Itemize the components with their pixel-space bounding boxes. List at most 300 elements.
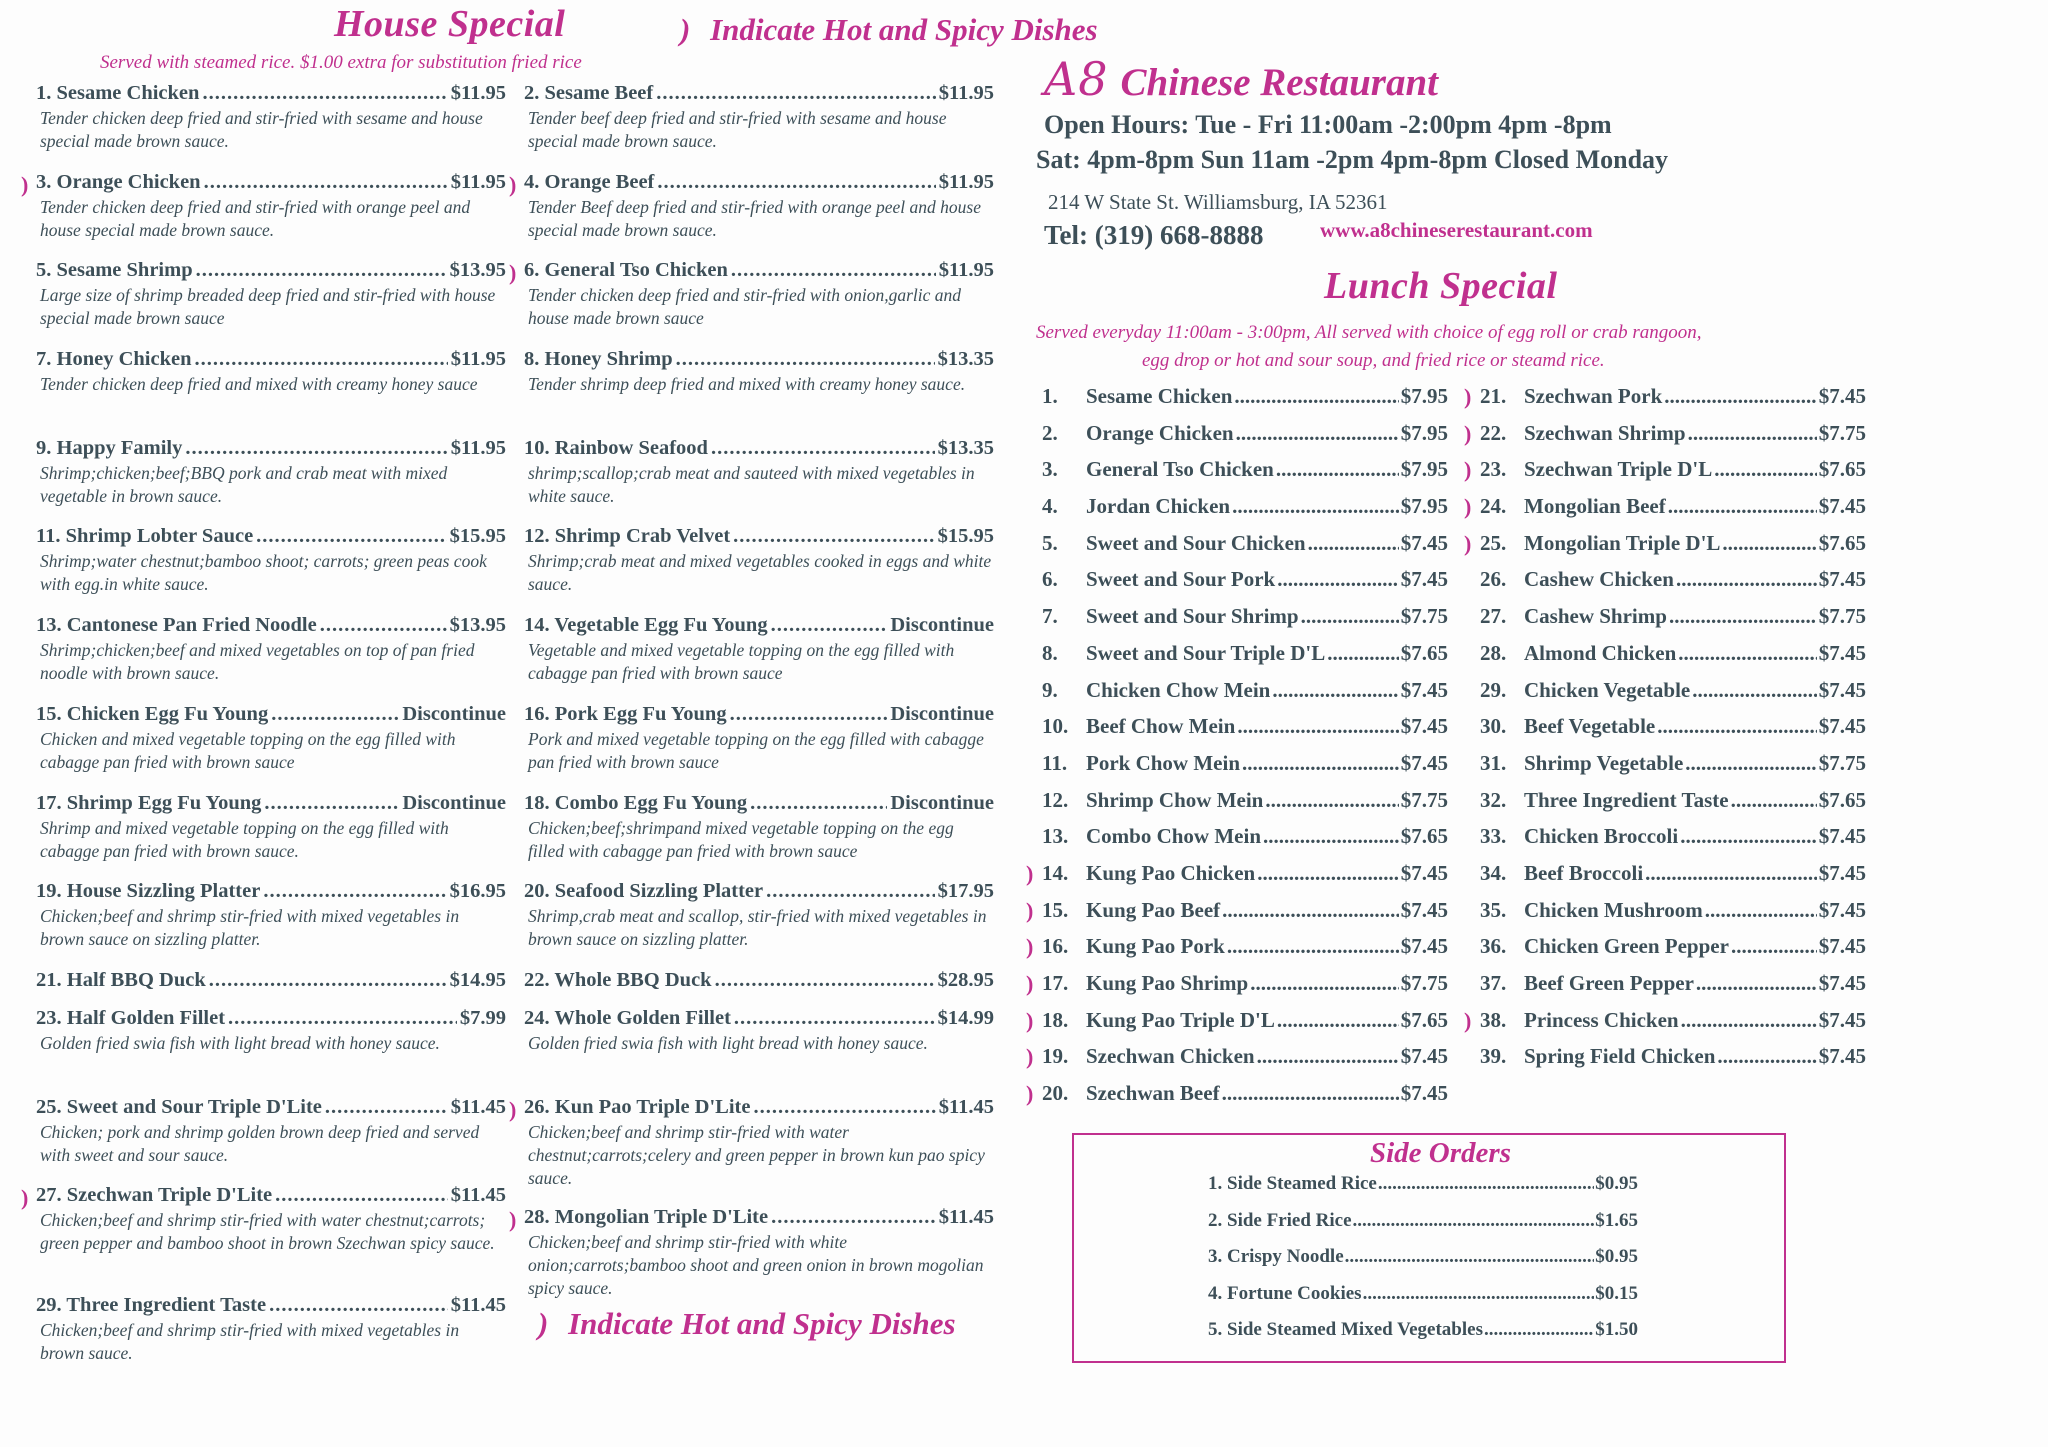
menu-item-line — [524, 880, 994, 903]
menu-item — [524, 703, 994, 792]
lunch-item — [1042, 678, 1448, 715]
restaurant-phone: Tel: (319) 668-8888 — [1044, 220, 1264, 250]
spicy-legend-bottom — [538, 1306, 956, 1342]
side-order-name: 3. Crispy Noodle — [1208, 1246, 1344, 1267]
leader-dots — [1272, 678, 1398, 703]
lunch-item-name: Cashew Shrimp — [1524, 604, 1667, 629]
menu-item — [509, 259, 994, 348]
menu-item-price: $11.45 — [450, 1294, 506, 1317]
lunch-item-number: 6. — [1042, 567, 1058, 592]
lunch-item — [1026, 1044, 1448, 1081]
menu-item-price: $15.95 — [937, 525, 994, 548]
menu-item — [21, 1184, 506, 1294]
menu-item-description: Shrimp;chicken;beef and mixed vegetables on top of pan fried noodle with brown sauce. — [40, 640, 475, 684]
menu-item-line — [21, 1184, 506, 1211]
menu-item-description: Shrimp,crab meat and scallop, stir-fried with mixed vegetables in brown sauce on sizzling platter. — [528, 906, 987, 950]
leader-dots — [1234, 384, 1398, 409]
lunch-item-number: 30. — [1480, 714, 1507, 739]
lunch-item-name: Szechwan Triple D'L — [1524, 457, 1713, 482]
leader-dots — [1277, 567, 1399, 592]
spicy-pepper-icon: ) — [680, 12, 691, 47]
menu-item-name: 25. Sweet and Sour Triple D'Lite — [36, 1095, 322, 1118]
lunch-item-name: Mongolian Beef — [1524, 494, 1666, 519]
leader-dots — [1692, 678, 1816, 703]
lunch-item-number: 31. — [1480, 750, 1507, 775]
menu-item-price: $15.95 — [449, 525, 506, 548]
lunch-item — [1042, 531, 1448, 568]
lunch-item-name: General Tso Chicken — [1086, 457, 1274, 482]
leader-dots — [733, 525, 934, 548]
lunch-item — [1464, 1007, 1866, 1045]
menu-item-line — [36, 1294, 506, 1317]
lunch-item-price: $7.65 — [1400, 1007, 1448, 1032]
house-special-title: House Special — [334, 3, 566, 45]
leader-dots — [1327, 641, 1399, 666]
house-special-left-column — [21, 82, 506, 1383]
menu-item-name: 9. Happy Family — [36, 436, 183, 459]
menu-item-line — [524, 82, 994, 105]
lunch-item — [1464, 530, 1866, 568]
menu-item-name: 10. Rainbow Seafood — [524, 436, 708, 459]
leader-dots — [657, 171, 935, 194]
lunch-item-price: $7.45 — [1400, 714, 1448, 739]
menu-item-description: Chicken and mixed vegetable topping on the egg filled with cabagge pan fried with brown sauce — [40, 728, 456, 772]
leader-dots — [753, 1096, 935, 1119]
spicy-legend-top — [680, 12, 1098, 48]
leader-dots — [1257, 861, 1399, 886]
leader-dots — [264, 792, 399, 815]
lunch-item — [1480, 1044, 1866, 1081]
hours-weekday: Open Hours: Tue - Fri 11:00am -2:00pm 4pm -8pm — [1044, 110, 1612, 139]
leader-dots — [185, 437, 447, 460]
side-order-item — [1208, 1210, 1638, 1247]
leader-dots — [194, 348, 447, 371]
menu-item-name: 19. House Sizzling Platter — [36, 880, 261, 903]
leader-dots — [1363, 1283, 1595, 1305]
menu-item-description: Tender shrimp deep fried and mixed with creamy honey sauce. — [528, 374, 966, 395]
menu-item — [36, 259, 506, 348]
lunch-right-column — [1464, 384, 1866, 1081]
leader-dots — [1722, 531, 1816, 556]
menu-item-price: $11.95 — [938, 259, 994, 282]
side-orders-list — [1208, 1173, 1638, 1356]
spicy-pepper-icon: ) — [1464, 420, 1472, 446]
menu-item-line — [36, 1096, 506, 1119]
spicy-pepper-icon: ) — [1026, 1007, 1034, 1033]
lunch-item-price: $7.45 — [1400, 750, 1448, 775]
lunch-item-price: $7.45 — [1818, 677, 1866, 702]
menu-item — [36, 1007, 506, 1096]
lunch-item-number: 23. — [1480, 457, 1507, 482]
leader-dots — [263, 880, 446, 903]
menu-item-name: 28. Mongolian Triple D'Lite — [524, 1205, 769, 1228]
side-order-item — [1208, 1319, 1638, 1356]
lunch-item — [1480, 898, 1866, 935]
lunch-item-price: $7.45 — [1818, 640, 1866, 665]
menu-item — [509, 1095, 994, 1206]
spicy-pepper-icon: ) — [1026, 860, 1034, 886]
leader-dots — [1731, 788, 1817, 813]
menu-item-name: 23. Half Golden Fillet — [36, 1006, 226, 1029]
menu-item — [36, 880, 506, 969]
spicy-pepper-icon: ) — [1026, 1081, 1034, 1107]
lunch-item — [1026, 1007, 1448, 1045]
lunch-item-name: Beef Chow Mein — [1086, 714, 1236, 739]
lunch-item-number: 12. — [1042, 787, 1069, 812]
leader-dots — [711, 437, 935, 460]
lunch-item-number: 15. — [1042, 897, 1069, 922]
lunch-item-number: 13. — [1042, 824, 1069, 849]
leader-dots — [209, 969, 447, 992]
menu-item-name: 18. Combo Egg Fu Young — [524, 791, 748, 814]
lunch-item-number: 34. — [1480, 860, 1507, 885]
leader-dots — [271, 703, 399, 726]
lunch-item-name: Jordan Chicken — [1086, 494, 1231, 519]
leader-dots — [1705, 898, 1817, 923]
leader-dots — [1308, 531, 1399, 556]
lunch-item-price: $7.45 — [1400, 677, 1448, 702]
menu-item-name: 2. Sesame Beef — [524, 82, 654, 104]
menu-item-name: 6. General Tso Chicken — [524, 259, 728, 282]
lunch-item-price: $7.65 — [1818, 530, 1866, 555]
restaurant-name: Chinese Restaurant — [1120, 61, 1439, 104]
menu-item-description: Tender Beef deep fried and stir-fried with orange peel and house special made brown sauce. — [528, 196, 981, 240]
lunch-item — [1042, 421, 1448, 458]
side-order-item — [1208, 1173, 1638, 1210]
lunch-item-number: 5. — [1042, 530, 1058, 555]
lunch-item-number: 16. — [1042, 934, 1069, 959]
menu-item-price: $13.35 — [937, 436, 994, 459]
lunch-item-number: 14. — [1042, 860, 1069, 885]
menu-item-description: Chicken;beef and shrimp stir-fried with white onion;carrots;bamboo shoot and green onion in brown mogolian spicy sauce. — [528, 1231, 984, 1298]
lunch-note-line2: egg drop or hot and sour soup, and fried rice or steamd rice. — [1142, 350, 1605, 371]
menu-item-name: 4. Orange Beef — [524, 170, 655, 193]
lunch-item-number: 20. — [1042, 1081, 1069, 1106]
lunch-item — [1464, 384, 1866, 421]
spicy-pepper-icon: ) — [1464, 384, 1472, 409]
leader-dots — [1277, 1008, 1399, 1033]
lunch-item-name: Beef Broccoli — [1524, 860, 1644, 885]
lunch-item-price: $7.45 — [1818, 860, 1866, 885]
spicy-pepper-icon: ) — [1464, 457, 1472, 483]
leader-dots — [1345, 1246, 1595, 1268]
menu-item-price: $17.95 — [937, 880, 994, 903]
menu-item-description: Chicken; pork and shrimp golden brown deep fried and served with sweet and sour sauce. — [40, 1121, 480, 1165]
lunch-item-number: 29. — [1480, 677, 1507, 702]
menu-item-line — [524, 1007, 994, 1030]
menu-item-description: Tender chicken deep fried and stir-fried with onion,garlic and house made brown sauce — [528, 285, 962, 329]
menu-item-line — [509, 1095, 994, 1122]
spicy-pepper-icon: ) — [509, 1096, 517, 1122]
leader-dots — [1378, 1173, 1594, 1195]
leader-dots — [1678, 641, 1816, 666]
leader-dots — [1353, 1210, 1595, 1232]
menu-item — [524, 348, 994, 437]
leader-dots — [1265, 788, 1398, 813]
leader-dots — [1301, 604, 1399, 629]
leader-dots — [1276, 457, 1399, 482]
menu-item-price: $11.95 — [938, 170, 994, 193]
leader-dots — [1680, 824, 1817, 849]
lunch-item-price: $7.95 — [1400, 457, 1448, 482]
spicy-pepper-icon: ) — [1464, 494, 1472, 520]
lunch-item-price: $7.45 — [1818, 1044, 1866, 1069]
menu-item-description: Chicken;beef and shrimp stir-fried with water chestnut;carrots;celery and green pepper in brown kun pao spicy sauce. — [528, 1121, 985, 1188]
menu-item-name: 3. Orange Chicken — [36, 170, 201, 193]
lunch-item — [1042, 641, 1448, 678]
menu-item — [524, 880, 994, 969]
lunch-item-name: Chicken Green Pepper — [1524, 934, 1729, 959]
lunch-item-name: Sesame Chicken — [1086, 384, 1233, 408]
menu-item-description: Shrimp;chicken;beef;BBQ pork and crab meat with mixed vegetable in brown sauce. — [40, 462, 448, 506]
spicy-pepper-icon: ) — [1026, 971, 1034, 996]
menu-item-name: 16. Pork Egg Fu Young — [524, 702, 727, 725]
lunch-item-price: $7.75 — [1818, 750, 1866, 775]
menu-item-name: 24. Whole Golden Fillet — [524, 1006, 731, 1029]
leader-dots — [1688, 421, 1817, 446]
lunch-item-price: $7.45 — [1818, 494, 1866, 519]
menu-item-price: $7.99 — [459, 1006, 506, 1029]
menu-item — [524, 525, 994, 614]
lunch-item-name: Shrimp Chow Mein — [1086, 787, 1264, 812]
menu-item — [36, 82, 506, 171]
menu-item — [524, 792, 994, 881]
lunch-item-name: Pork Chow Mein — [1086, 750, 1240, 775]
leader-dots — [1696, 971, 1817, 996]
lunch-item-price: $7.75 — [1818, 604, 1866, 629]
menu-item-name: 11. Shrimp Lobter Sauce — [36, 525, 254, 548]
side-order-price: $1.65 — [1595, 1209, 1638, 1231]
lunch-item-name: Three Ingredient Taste — [1524, 787, 1729, 812]
leader-dots — [1664, 384, 1817, 409]
side-order-name: 4. Fortune Cookies — [1208, 1282, 1362, 1304]
restaurant-address: 214 W State St. Williamsburg, IA 52361 — [1048, 190, 1388, 214]
lunch-item — [1480, 751, 1866, 788]
lunch-item — [1480, 824, 1866, 861]
leader-dots — [1257, 1044, 1399, 1069]
menu-item-name: 15. Chicken Egg Fu Young — [36, 702, 269, 725]
lunch-item-name: Chicken Chow Mein — [1086, 677, 1271, 702]
menu-item — [524, 1007, 994, 1096]
leader-dots — [734, 1007, 935, 1030]
restaurant-logo: A8 — [1044, 52, 1109, 106]
menu-item-price: $11.45 — [450, 1184, 506, 1207]
menu-item — [36, 969, 506, 1007]
lunch-item-number: 3. — [1042, 457, 1058, 482]
menu-item — [21, 170, 506, 260]
spicy-pepper-icon: ) — [1464, 530, 1472, 556]
lunch-item — [1480, 641, 1866, 678]
lunch-item-name: Spring Field Chicken — [1524, 1044, 1716, 1069]
leader-dots — [771, 1206, 936, 1229]
menu-item-line — [524, 969, 994, 992]
menu-item-price: $14.95 — [449, 968, 506, 991]
side-orders-box — [1072, 1133, 1786, 1363]
leader-dots — [1222, 898, 1399, 923]
lunch-item-name: Kung Pao Triple D'L — [1086, 1007, 1275, 1032]
menu-item-line — [36, 969, 506, 992]
lunch-item-number: 28. — [1480, 640, 1507, 665]
menu-item-description: Chicken;beef;shrimpand mixed vegetable topping on the egg filled with cabagge pan fried with brown sauce — [528, 817, 954, 861]
lunch-item-price: $7.75 — [1818, 420, 1866, 445]
menu-item-price: $13.35 — [937, 348, 994, 371]
lunch-left-column — [1026, 384, 1448, 1118]
lunch-item-name: Combo Chow Mein — [1086, 824, 1262, 849]
leader-dots — [1657, 714, 1817, 739]
side-order-price: $0.95 — [1595, 1173, 1638, 1194]
lunch-item — [1026, 934, 1448, 971]
menu-item-description: Tender chicken deep fried and stir-fried with orange peel and house special made brown sauce. — [40, 196, 471, 240]
leader-dots — [196, 259, 447, 282]
spicy-pepper-icon: ) — [21, 171, 29, 197]
lunch-item-price: $7.45 — [1818, 714, 1866, 739]
lunch-item-number: 35. — [1480, 897, 1507, 922]
leader-dots — [731, 259, 936, 282]
menu-item-name: 14. Vegetable Egg Fu Young — [524, 614, 768, 637]
leader-dots — [1232, 494, 1399, 519]
lunch-item-price: $7.45 — [1818, 824, 1866, 849]
lunch-item-number: 37. — [1480, 971, 1507, 995]
lunch-item — [1480, 678, 1866, 715]
lunch-item-name: Cashew Chicken — [1524, 567, 1674, 592]
menu-item-price: $11.45 — [450, 1095, 506, 1118]
lunch-item-name: Chicken Mushroom — [1524, 897, 1703, 922]
lunch-item-name: Princess Chicken — [1524, 1007, 1679, 1032]
lunch-item — [1464, 457, 1866, 494]
leader-dots — [1717, 1044, 1816, 1069]
side-order-price: $0.15 — [1595, 1282, 1638, 1304]
leader-dots — [1484, 1319, 1594, 1341]
lunch-item-number: 2. — [1042, 420, 1058, 445]
menu-item-price: $16.95 — [449, 880, 506, 903]
lunch-item — [1464, 420, 1866, 458]
lunch-item-name: Mongolian Triple D'L — [1524, 530, 1721, 555]
lunch-item-number: 1. — [1042, 384, 1058, 408]
menu-item-price: $11.95 — [938, 82, 994, 104]
menu-item-line — [36, 348, 506, 371]
leader-dots — [1236, 421, 1399, 446]
lunch-item — [1042, 714, 1448, 751]
side-order-price: $1.50 — [1595, 1319, 1638, 1340]
leader-dots — [1242, 751, 1399, 776]
lunch-item-number: 21. — [1480, 384, 1507, 408]
menu-item-price: $11.45 — [938, 1095, 994, 1118]
lunch-item-price: $7.45 — [1400, 897, 1448, 922]
menu-item-line — [36, 614, 506, 637]
spicy-pepper-icon: ) — [1464, 1007, 1472, 1033]
menu-item — [524, 614, 994, 703]
lunch-item — [1042, 384, 1448, 421]
menu-item-price: $11.95 — [450, 170, 506, 193]
lunch-item-price: $7.65 — [1400, 640, 1448, 665]
lunch-item — [1026, 897, 1448, 935]
lunch-item-price: $7.45 — [1818, 934, 1866, 959]
spicy-pepper-icon: ) — [21, 1185, 29, 1211]
lunch-item-number: 39. — [1480, 1044, 1507, 1069]
menu-item-price: Discontinue — [890, 702, 994, 725]
lunch-item-price: $7.95 — [1400, 384, 1448, 408]
lunch-item-price: $7.75 — [1400, 604, 1448, 629]
menu-item — [36, 1096, 506, 1185]
lunch-item-price: $7.45 — [1818, 567, 1866, 592]
menu-item-name: 7. Honey Chicken — [36, 348, 192, 371]
menu-item-price: Discontinue — [890, 614, 994, 637]
lunch-item — [1042, 824, 1448, 861]
lunch-item — [1464, 494, 1866, 531]
menu-item — [36, 437, 506, 526]
leader-dots — [1250, 971, 1399, 996]
leader-dots — [656, 82, 936, 105]
menu-item-line — [36, 880, 506, 903]
lunch-item-number: 33. — [1480, 824, 1507, 849]
leader-dots — [202, 82, 447, 105]
lunch-item-name: Chicken Vegetable — [1524, 677, 1691, 702]
lunch-item-name: Almond Chicken — [1524, 640, 1677, 665]
menu-item-price: $11.95 — [450, 436, 506, 459]
leader-dots — [325, 1096, 448, 1119]
menu-item — [509, 1205, 994, 1316]
menu-item-price: $13.95 — [449, 614, 506, 637]
menu-item — [524, 82, 994, 171]
lunch-item-price: $7.45 — [1400, 1044, 1448, 1069]
menu-item-line — [524, 703, 994, 726]
menu-item-name: 5. Sesame Shrimp — [36, 259, 193, 282]
menu-item-line — [21, 170, 506, 197]
menu-item-name: 20. Seafood Sizzling Platter — [524, 880, 764, 903]
lunch-item-price: $7.65 — [1818, 787, 1866, 812]
menu-item — [36, 1294, 506, 1383]
menu-item-line — [509, 170, 994, 197]
side-order-name: 5. Side Steamed Mixed Vegetables — [1208, 1319, 1483, 1340]
leader-dots — [320, 614, 447, 637]
hours-weekend: Sat: 4pm-8pm Sun 11am -2pm 4pm-8pm Closed Monday — [1036, 145, 1669, 174]
menu-item-name: 1. Sesame Chicken — [36, 82, 200, 104]
menu-item — [36, 348, 506, 437]
leader-dots — [1714, 457, 1817, 482]
lunch-item-price: $7.45 — [1400, 1081, 1448, 1106]
menu-item-price: $13.95 — [449, 259, 506, 282]
leader-dots — [1227, 934, 1399, 959]
leader-dots — [1263, 824, 1399, 849]
menu-item-description: Chicken;beef and shrimp stir-fried with mixed vegetables in brown sauce on sizzling platter. — [40, 906, 460, 950]
lunch-item-price: $7.65 — [1400, 824, 1448, 849]
lunch-item-number: 9. — [1042, 677, 1058, 702]
leader-dots — [1237, 714, 1398, 739]
lunch-item-number: 11. — [1042, 750, 1068, 775]
lunch-item-price: $7.45 — [1818, 971, 1866, 995]
lunch-item-price: $7.75 — [1400, 971, 1448, 995]
leader-dots — [269, 1294, 448, 1317]
leader-dots — [1731, 934, 1817, 959]
menu-item — [36, 792, 506, 881]
leader-dots — [256, 525, 446, 548]
lunch-item-number: 17. — [1042, 971, 1069, 995]
lunch-item-name: Orange Chicken — [1086, 420, 1234, 445]
spicy-pepper-icon: ) — [509, 1206, 517, 1232]
lunch-item — [1042, 567, 1448, 604]
menu-item-price: $14.99 — [937, 1006, 994, 1029]
menu-item-price: $11.95 — [450, 348, 506, 371]
side-order-item — [1208, 1283, 1638, 1320]
menu-item-name: 13. Cantonese Pan Fried Noodle — [36, 614, 317, 637]
menu-item-description: Shrimp and mixed vegetable topping on the egg filled with cabagge pan fried with brown sauce. — [40, 817, 449, 861]
lunch-item — [1042, 457, 1448, 494]
restaurant-website[interactable]: www.a8chineserestaurant.com — [1320, 218, 1593, 242]
menu-item-description: Golden fried swia fish with light bread with honey sauce. — [40, 1032, 440, 1053]
menu-item-price: $11.95 — [450, 82, 506, 104]
leader-dots — [1222, 1081, 1399, 1106]
menu-item — [524, 437, 994, 526]
